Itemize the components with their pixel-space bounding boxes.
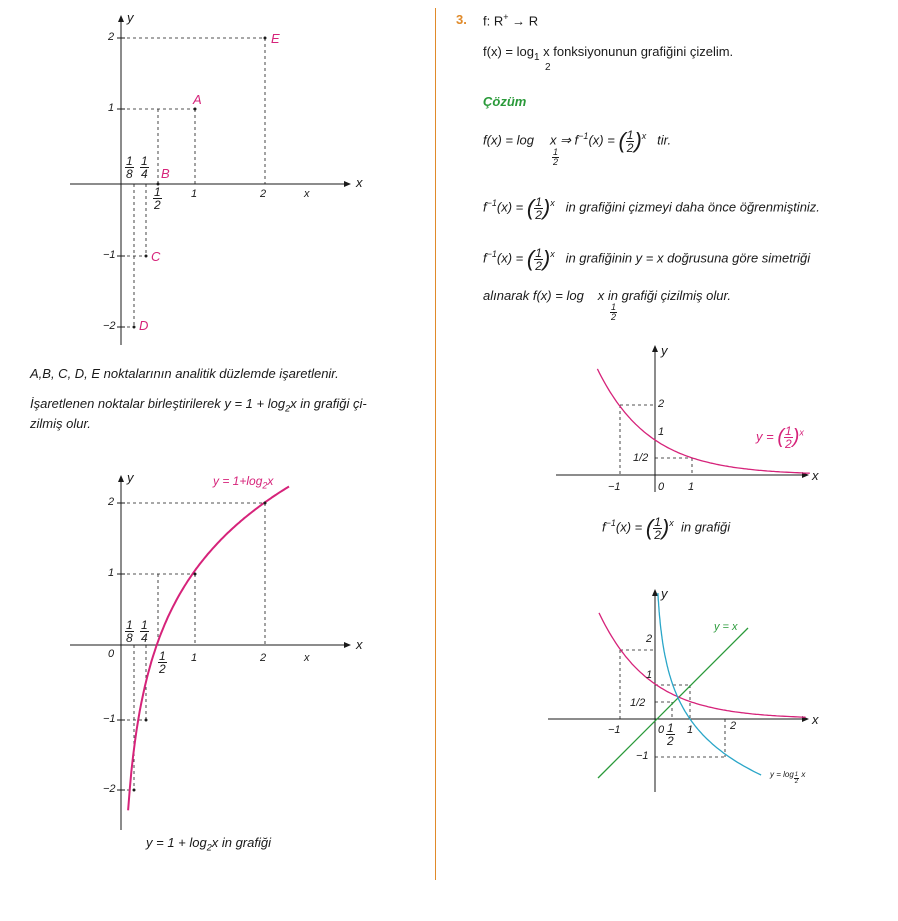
g1-x-label: x <box>356 175 363 190</box>
g1-xtick-1: 1 <box>191 188 198 200</box>
g2-xtick-x: x <box>304 652 310 664</box>
g1-tick-m1: −1 <box>103 249 116 261</box>
g3-xtick-1: 1 <box>688 481 695 493</box>
g4-y-label: y <box>661 586 668 601</box>
graph1 <box>70 16 350 345</box>
g1-xtick-x: x <box>304 188 310 200</box>
eq3: $f^{-1}(x)$ = ( $\frac{1}{2}$ )$^x$ in grafiğinin y = x doğrusuna göre simetriği <box>483 245 811 273</box>
g2-tick-m1: −1 <box>103 713 116 725</box>
g4-yx-label: y = x <box>714 621 738 633</box>
eq4-base: $\frac{1}{2}$ <box>611 302 617 322</box>
g2-tick-0: 0 <box>108 648 115 660</box>
g1-frac-1-4: $\frac{1}{4}$ <box>141 154 148 181</box>
graph3 <box>556 346 810 492</box>
caption-2: İşaretlenen noktalar birleştirilerek $y = 1 + \log_2x$ in grafiği çi- <box>30 396 367 414</box>
g4-log-label: y = log $\frac{1}{2}$ x <box>770 770 806 785</box>
g2-frac-1-8: $\frac{1}{8}$ <box>126 618 133 645</box>
eq2: $f^{-1}(x)$ = ( $\frac{1}{2}$ )$^x$ in grafiğini çizmeyi daha önce öğrenmiştiniz. <box>483 194 820 222</box>
problem-number: 3. <box>456 12 467 27</box>
g4-xtick-half: $\frac{1}{2}$ <box>667 721 674 748</box>
g3-tick-half: 1/2 <box>633 452 649 464</box>
g4-tick-half: 1/2 <box>630 697 646 709</box>
g4-xtick-2: 2 <box>730 720 737 732</box>
exp-curve <box>597 369 809 473</box>
g3-xtick-0: 0 <box>658 481 665 493</box>
eq1: f(x) = log x ⇒ $f^{-1}(x)$ = ( $\frac{1}{2}$ )$^x$ tir. <box>483 127 672 155</box>
g1-xtick-2: 2 <box>260 188 267 200</box>
point-C <box>145 255 148 258</box>
g2-x-label: x <box>356 637 363 652</box>
label-A: A <box>193 92 202 107</box>
g2-caption: $y = 1 + \log_2x$ in grafiği <box>146 835 271 853</box>
cozum-heading: Çözüm <box>483 94 527 109</box>
g4-xtick-1: 1 <box>687 724 694 736</box>
g1-frac-1-2: $\frac{1}{2}$ <box>154 185 161 212</box>
eq4: alınarak f(x) = log x in grafiği çizilmiş olur. <box>483 288 731 303</box>
g2-tick-1: 1 <box>108 567 115 579</box>
label-B: B <box>161 166 170 181</box>
g1-y-label: y <box>127 10 134 25</box>
g3-tick-2: 2 <box>658 398 665 410</box>
graph2-guides <box>121 503 265 790</box>
g4-xtick-m1: −1 <box>608 724 621 736</box>
g4-tick-2: 2 <box>646 633 653 645</box>
g3-curve-label: y = ( $\frac{1}{2}$ )$^x$ <box>756 424 804 451</box>
g3-x-label: x <box>812 468 819 483</box>
g1-tick-1: 1 <box>108 102 115 114</box>
point-D <box>133 326 136 329</box>
label-D: D <box>139 318 149 333</box>
problem-head: f: R+ → R <box>483 12 539 29</box>
caption-3: zilmiş olur. <box>30 416 91 431</box>
g1-frac-1-8: $\frac{1}{8}$ <box>126 154 133 181</box>
g3-xtick-m1: −1 <box>608 481 621 493</box>
line1-base-den: 2 <box>545 62 551 73</box>
g4-x-label: x <box>812 712 819 727</box>
g1-tick-m2: −2 <box>103 320 116 332</box>
g2-frac-1-4: $\frac{1}{4}$ <box>141 618 148 645</box>
problem-line1: $f(x) = \log_1 x$ fonksiyonunun grafiğini çizelim. <box>483 44 734 63</box>
g4-tick-m1: −1 <box>636 750 649 762</box>
g2-frac-1-2: $\frac{1}{2}$ <box>159 649 166 676</box>
g3-tick-1: 1 <box>658 426 665 438</box>
label-E: E <box>271 31 280 46</box>
label-C: C <box>151 249 161 264</box>
point-E <box>264 37 267 40</box>
g4-xtick-0: 0 <box>658 724 665 736</box>
g2-xtick-2: 2 <box>260 652 267 664</box>
g4-tick-1: 1 <box>646 669 653 681</box>
eq1-base: $\frac{1}{2}$ <box>553 147 559 167</box>
g3-y-label: y <box>661 343 668 358</box>
g1-tick-2: 2 <box>108 31 115 43</box>
graph1-guides <box>121 38 265 327</box>
g2-xtick-1: 1 <box>191 652 198 664</box>
caption-1: A,B, C, D, E noktalarının analitik düzlemde işaretlenir. <box>30 366 339 381</box>
g2-y-label: y <box>127 470 134 485</box>
graph4 <box>548 590 808 792</box>
g2-tick-2: 2 <box>108 496 115 508</box>
g2-curve-label: $y = 1+\log_2x$ <box>213 474 274 491</box>
g2-tick-m2: −2 <box>103 783 116 795</box>
g3-caption: $f^{-1}(x)$ = ( $\frac{1}{2}$ )$^x$ in grafiği <box>602 514 731 542</box>
point-A <box>194 108 197 111</box>
